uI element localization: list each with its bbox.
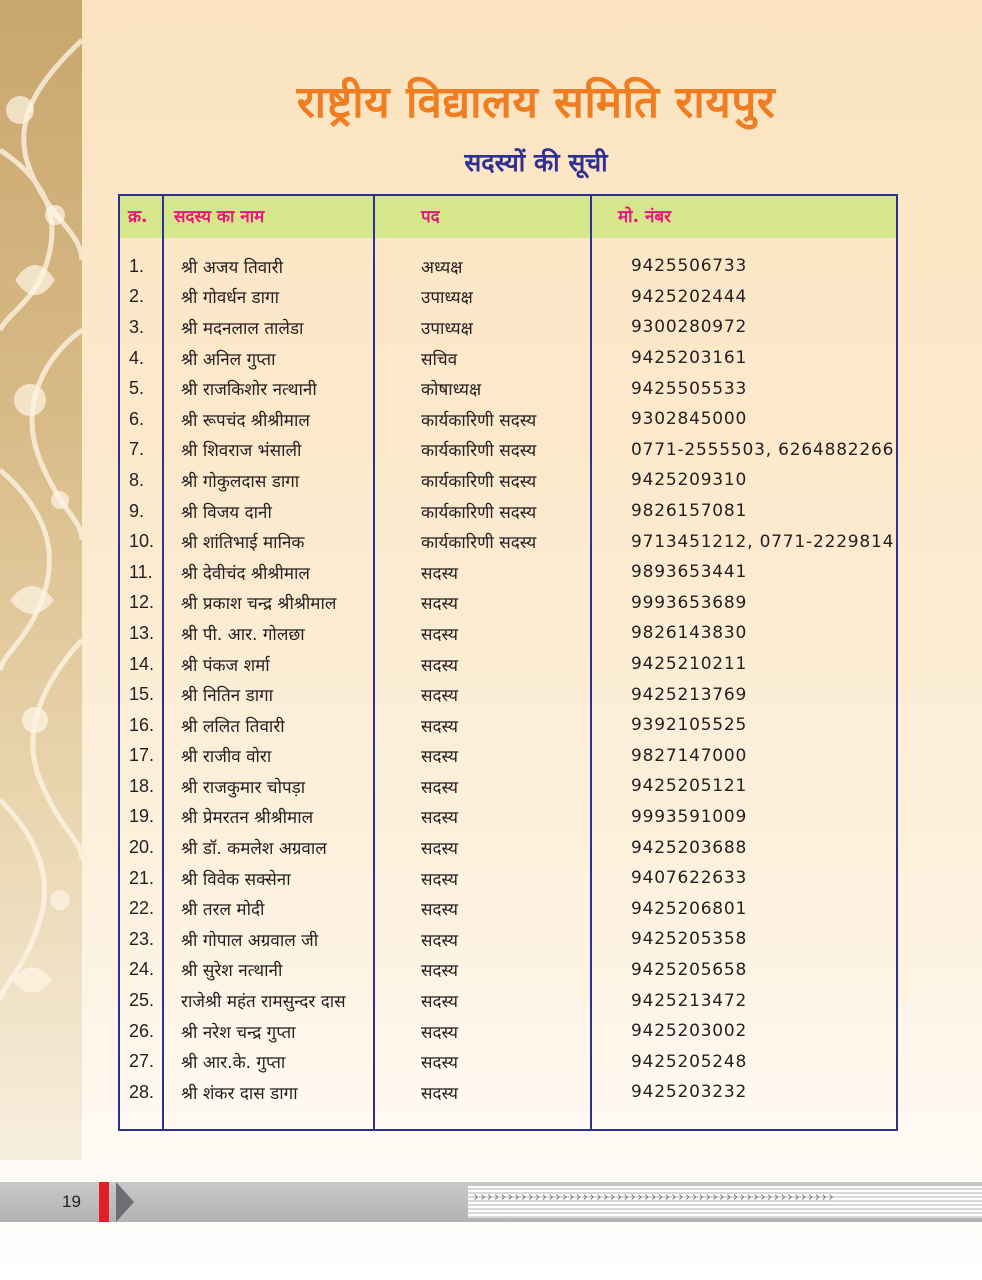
row-member-name: श्री विवेक सक्सेना <box>181 869 291 890</box>
table-row <box>120 1077 896 1108</box>
row-post: सदस्य <box>421 686 458 707</box>
row-sn: 3. <box>129 316 145 337</box>
table-row <box>120 741 896 772</box>
page-subtitle: सदस्यों की सूची <box>464 148 608 177</box>
table-row <box>120 251 896 282</box>
table-row <box>120 802 896 833</box>
row-post: सदस्य <box>421 961 458 982</box>
row-sn: 12. <box>129 592 155 613</box>
row-member-name: श्री राजीव वोरा <box>181 747 272 768</box>
row-mobile: 9392105525 <box>631 715 748 736</box>
row-sn: 15. <box>129 684 155 705</box>
row-sn: 26. <box>129 1020 155 1041</box>
table-row <box>120 435 896 466</box>
row-member-name: श्री रूपचंद श्रीश्रीमाल <box>181 410 310 431</box>
row-member-name: श्री राजकिशोर नत्थानी <box>181 380 317 401</box>
row-member-name: श्री ललित तिवारी <box>181 716 285 737</box>
floral-side-band <box>0 0 82 1160</box>
row-member-name: श्री देवीचंद श्रीश्रीमाल <box>181 563 310 584</box>
row-mobile: 9425205121 <box>631 776 748 797</box>
chevron-right-icon <box>116 1182 134 1222</box>
row-post: सदस्य <box>421 1022 458 1043</box>
row-member-name: श्री शांतिभाई मानिक <box>181 533 305 554</box>
row-sn: 7. <box>129 439 145 460</box>
row-sn: 11. <box>129 561 153 582</box>
row-member-name: श्री गोवर्धन डागा <box>181 288 280 309</box>
row-post: सदस्य <box>421 992 458 1013</box>
row-post: सदस्य <box>421 777 458 798</box>
row-post: सदस्य <box>421 655 458 676</box>
row-mobile: 9893653441 <box>631 562 748 583</box>
page-footer <box>0 1182 982 1222</box>
table-row <box>120 649 896 680</box>
row-post: उपाध्यक्ष <box>421 318 473 339</box>
row-member-name: श्री राजकुमार चोपड़ा <box>181 777 306 798</box>
row-sn: 23. <box>129 928 155 949</box>
row-member-name: श्री अजय तिवारी <box>181 257 284 278</box>
row-post: कोषाध्यक्ष <box>421 380 482 401</box>
row-post: सदस्य <box>421 747 458 768</box>
row-post: सदस्य <box>421 839 458 860</box>
row-post: कार्यकारिणी सदस्य <box>421 533 537 554</box>
table-row <box>120 496 896 527</box>
table-row <box>120 312 896 343</box>
table-row <box>120 893 896 924</box>
row-mobile: 9425206801 <box>631 898 748 919</box>
row-member-name: श्री गोकुलदास डागा <box>181 471 300 492</box>
row-post: सदस्य <box>421 1083 458 1104</box>
table-row <box>120 710 896 741</box>
row-mobile: 9425505533 <box>631 378 748 399</box>
row-mobile: 9302845000 <box>631 409 748 430</box>
table-row <box>120 465 896 496</box>
members-table <box>118 194 898 1131</box>
row-post: सदस्य <box>421 563 458 584</box>
row-sn: 5. <box>129 378 145 399</box>
row-member-name: श्री प्रेमरतन श्रीश्रीमाल <box>181 808 314 829</box>
table-row <box>120 924 896 955</box>
row-sn: 9. <box>129 500 145 521</box>
row-sn: 8. <box>129 469 145 490</box>
table-row <box>120 526 896 557</box>
row-post: सदस्य <box>421 624 458 645</box>
row-sn: 1. <box>129 255 145 276</box>
row-sn: 20. <box>129 837 155 858</box>
row-sn: 17. <box>129 745 155 766</box>
row-post: सदस्य <box>421 900 458 921</box>
row-member-name: श्री शिवराज भंसाली <box>181 441 302 462</box>
table-row <box>120 863 896 894</box>
page-number: 19 <box>62 1192 81 1211</box>
row-member-name: श्री शंकर दास डागा <box>181 1083 298 1104</box>
row-sn: 2. <box>129 286 145 307</box>
row-member-name: श्री प्रकाश चन्द्र श्रीश्रीमाल <box>181 594 337 615</box>
row-post: कार्यकारिणी सदस्य <box>421 471 537 492</box>
floral-ornament-icon <box>0 0 82 1160</box>
table-body <box>120 251 896 1108</box>
row-mobile: 9827147000 <box>631 745 748 766</box>
table-row <box>120 679 896 710</box>
row-post: उपाध्यक्ष <box>421 288 473 309</box>
row-sn: 16. <box>129 714 155 735</box>
row-post: सचिव <box>421 349 458 370</box>
row-sn: 27. <box>129 1051 155 1072</box>
row-post: सदस्य <box>421 930 458 951</box>
row-mobile: 9425205358 <box>631 929 748 950</box>
row-mobile: 9425203002 <box>631 1021 748 1042</box>
row-member-name: श्री विजय दानी <box>181 502 272 523</box>
header-name: सदस्य का नाम <box>174 207 265 227</box>
row-post: कार्यकारिणी सदस्य <box>421 441 537 462</box>
row-sn: 13. <box>129 622 155 643</box>
header-post: पद <box>421 207 440 227</box>
row-post: कार्यकारिणी सदस्य <box>421 410 537 431</box>
header-mobile: मो. नंबर <box>618 207 672 227</box>
table-row <box>120 1016 896 1047</box>
footer-red-block <box>99 1182 109 1222</box>
row-mobile: 9425205248 <box>631 1051 748 1072</box>
table-row <box>120 282 896 313</box>
row-mobile: 9425213472 <box>631 990 748 1011</box>
row-sn: 25. <box>129 990 155 1011</box>
row-post: सदस्य <box>421 594 458 615</box>
row-member-name: श्री नितिन डागा <box>181 686 274 707</box>
arrow-strip-icon: ››››››››››››››››››››››››››››››››››››››››››››››››››››› <box>472 1190 834 1205</box>
row-sn: 14. <box>129 653 155 674</box>
row-sn: 18. <box>129 775 155 796</box>
row-mobile: 9300280972 <box>631 317 748 338</box>
row-mobile: 9826143830 <box>631 623 748 644</box>
row-mobile: 9826157081 <box>631 501 748 522</box>
row-member-name: श्री पंकज शर्मा <box>181 655 270 676</box>
row-member-name: श्री मदनलाल तालेडा <box>181 318 304 339</box>
row-mobile: 0771-2555503, 6264882266 <box>631 439 895 460</box>
table-row <box>120 373 896 404</box>
row-sn: 10. <box>129 531 155 552</box>
row-mobile: 9425210211 <box>631 654 748 675</box>
row-post: सदस्य <box>421 869 458 890</box>
table-row <box>120 832 896 863</box>
row-mobile: 9407622633 <box>631 868 748 889</box>
row-post: कार्यकारिणी सदस्य <box>421 502 537 523</box>
table-row <box>120 771 896 802</box>
table-row <box>120 404 896 435</box>
row-post: सदस्य <box>421 808 458 829</box>
row-sn: 28. <box>129 1081 155 1102</box>
row-mobile: 9713451212, 0771-2229814 <box>631 531 895 552</box>
table-row <box>120 557 896 588</box>
row-member-name: श्री आर.के. गुप्ता <box>181 1053 286 1074</box>
row-mobile: 9425506733 <box>631 256 748 277</box>
row-member-name: राजेश्री महंत रामसुन्दर दास <box>181 992 346 1013</box>
row-mobile: 9425213769 <box>631 684 748 705</box>
row-mobile: 9993591009 <box>631 806 748 827</box>
table-row <box>120 618 896 649</box>
table-row <box>120 955 896 986</box>
header-sn: क्र. <box>128 207 148 227</box>
row-member-name: श्री सुरेश नत्थानी <box>181 961 283 982</box>
row-post: सदस्य <box>421 716 458 737</box>
row-sn: 6. <box>129 408 145 429</box>
row-sn: 24. <box>129 959 155 980</box>
row-member-name: श्री डॉ. कमलेश अग्रवाल <box>181 839 327 860</box>
row-sn: 19. <box>129 806 155 827</box>
table-row <box>120 1046 896 1077</box>
row-member-name: श्री गोपाल अग्रवाल जी <box>181 930 319 951</box>
row-mobile: 9425203161 <box>631 348 748 369</box>
table-header <box>120 196 896 238</box>
row-member-name: श्री अनिल गुप्ता <box>181 349 276 370</box>
table-row <box>120 343 896 374</box>
row-post: अध्यक्ष <box>421 257 463 278</box>
row-mobile: 9425209310 <box>631 470 748 491</box>
row-mobile: 9425202444 <box>631 286 748 307</box>
row-sn: 4. <box>129 347 145 368</box>
row-mobile: 9993653689 <box>631 592 748 613</box>
row-mobile: 9425205658 <box>631 959 748 980</box>
page-title: राष्ट्रीय विद्यालय समिति रायपुर <box>296 77 776 128</box>
row-member-name: श्री पी. आर. गोलछा <box>181 624 305 645</box>
row-sn: 21. <box>129 867 155 888</box>
row-post: सदस्य <box>421 1053 458 1074</box>
table-row <box>120 985 896 1016</box>
table-row <box>120 588 896 619</box>
row-sn: 22. <box>129 898 155 919</box>
row-member-name: श्री नरेश चन्द्र गुप्ता <box>181 1022 296 1043</box>
row-mobile: 9425203232 <box>631 1082 748 1103</box>
row-mobile: 9425203688 <box>631 837 748 858</box>
row-member-name: श्री तरल मोदी <box>181 900 265 921</box>
